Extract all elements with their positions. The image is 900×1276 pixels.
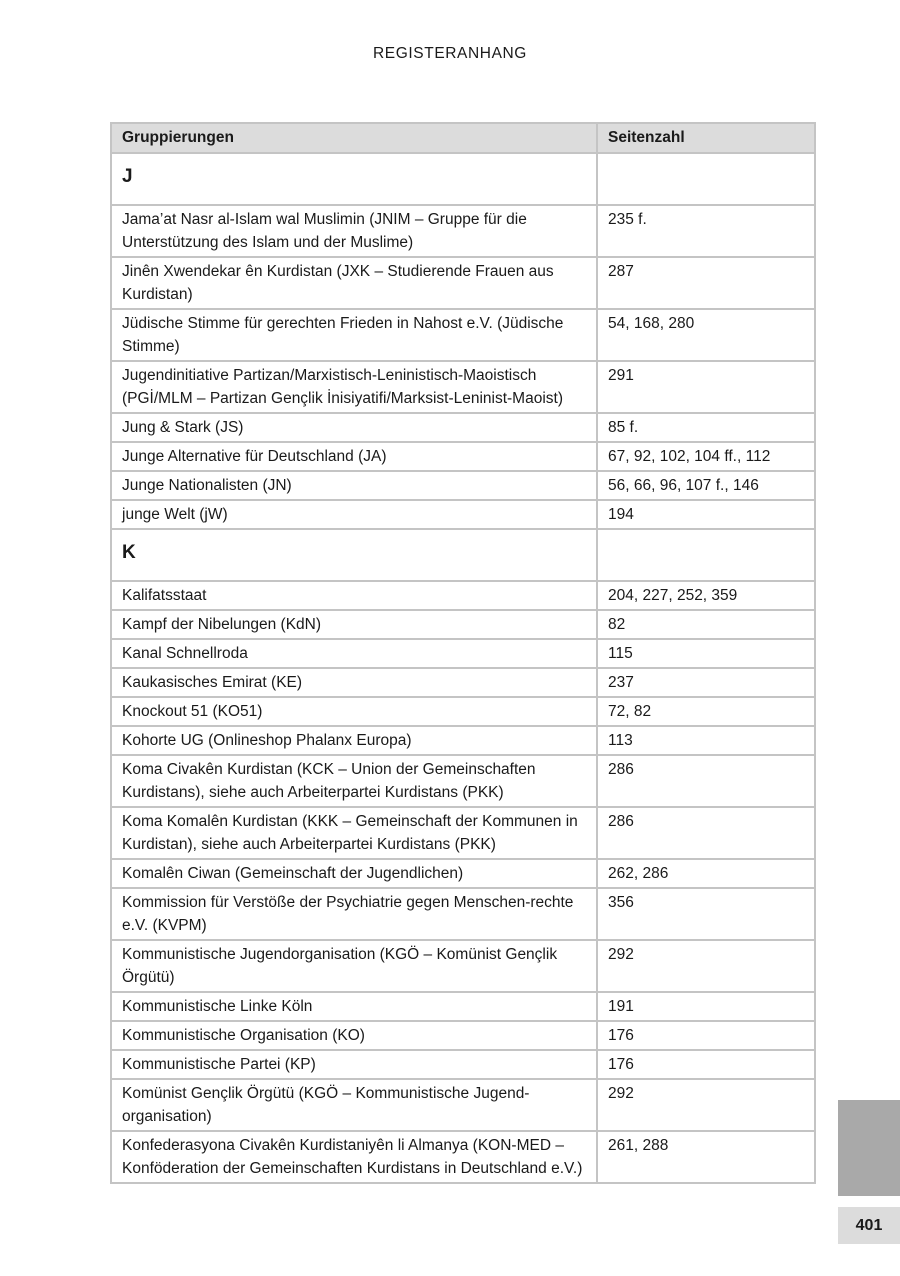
table-row	[111, 726, 815, 755]
thumb-index-tab	[838, 1100, 900, 1196]
page-references: 72, 82	[597, 697, 815, 726]
page-references: 291	[597, 361, 815, 413]
group-name: Jung & Stark (JS)	[111, 413, 597, 442]
group-name: Kommunistische Linke Köln	[111, 992, 597, 1021]
page-references: 194	[597, 500, 815, 529]
page-references: 204, 227, 252, 359	[597, 581, 815, 610]
letter-section-row	[111, 153, 815, 205]
page-references: 235 f.	[597, 205, 815, 257]
table-row	[111, 205, 815, 257]
column-header-gruppierungen: Gruppierungen	[111, 123, 597, 153]
group-name: Kampf der Nibelungen (KdN)	[111, 610, 597, 639]
table-row	[111, 471, 815, 500]
page-references: 292	[597, 940, 815, 992]
table-row	[111, 610, 815, 639]
group-name: Jama’at Nasr al-Islam wal Muslimin (JNIM – Gruppe für die Unterstützung des Islam und der Muslime)	[111, 205, 597, 257]
page-references: 356	[597, 888, 815, 940]
table-row	[111, 361, 815, 413]
group-name: Kommunistische Jugendorganisation (KGÖ – Komünist Gençlik Örgütü)	[111, 940, 597, 992]
group-name: Koma Komalên Kurdistan (KKK – Gemeinschaft der Kommunen in Kurdistan), siehe auch Arbeiterpartei Kurdistans (PKK)	[111, 807, 597, 859]
section-letter: J	[111, 153, 597, 205]
group-name: Kanal Schnellroda	[111, 639, 597, 668]
page-references: 262, 286	[597, 859, 815, 888]
page-references: 191	[597, 992, 815, 1021]
table-row	[111, 697, 815, 726]
running-head: REGISTERANHANG	[373, 45, 527, 62]
group-name: Komünist Gençlik Örgütü (KGÖ – Kommunistische Jugend-organisation)	[111, 1079, 597, 1131]
group-name: Junge Nationalisten (JN)	[111, 471, 597, 500]
group-name: Kohorte UG (Onlineshop Phalanx Europa)	[111, 726, 597, 755]
letter-section-row	[111, 529, 815, 581]
page-references: 54, 168, 280	[597, 309, 815, 361]
table-row	[111, 992, 815, 1021]
group-name: Jugendinitiative Partizan/Marxistisch-Leninistisch-Maoistisch (PGİ/MLM – Partizan Gençlik İnisiyatifi/Marksist-Leninist-Maoist)	[111, 361, 597, 413]
table-row	[111, 940, 815, 992]
table-row	[111, 309, 815, 361]
table-row	[111, 1079, 815, 1131]
page-references: 85 f.	[597, 413, 815, 442]
register-table	[110, 122, 816, 1184]
page-references: 113	[597, 726, 815, 755]
page-references: 82	[597, 610, 815, 639]
table-row	[111, 500, 815, 529]
table-row	[111, 413, 815, 442]
table-header-row	[111, 123, 815, 153]
section-letter: K	[111, 529, 597, 581]
page-references: 56, 66, 96, 107 f., 146	[597, 471, 815, 500]
page-number: 401	[838, 1207, 900, 1244]
table-row	[111, 755, 815, 807]
group-name: Koma Civakên Kurdistan (KCK – Union der Gemeinschaften Kurdistans), siehe auch Arbeiterpartei Kurdistans (PKK)	[111, 755, 597, 807]
page-references: 115	[597, 639, 815, 668]
group-name: junge Welt (jW)	[111, 500, 597, 529]
group-name: Jüdische Stimme für gerechten Frieden in Nahost e.V. (Jüdische Stimme)	[111, 309, 597, 361]
group-name: Kaukasisches Emirat (KE)	[111, 668, 597, 697]
table-row	[111, 1131, 815, 1183]
table-row	[111, 581, 815, 610]
group-name: Kalifatsstaat	[111, 581, 597, 610]
table-row	[111, 888, 815, 940]
table-row	[111, 859, 815, 888]
page-references: 237	[597, 668, 815, 697]
group-name: Knockout 51 (KO51)	[111, 697, 597, 726]
page-references: 176	[597, 1050, 815, 1079]
table-row	[111, 807, 815, 859]
table-row	[111, 442, 815, 471]
page-references: 261, 288	[597, 1131, 815, 1183]
table-row	[111, 257, 815, 309]
group-name: Komalên Ciwan (Gemeinschaft der Jugendlichen)	[111, 859, 597, 888]
page-references	[597, 529, 815, 581]
group-name: Kommission für Verstöße der Psychiatrie gegen Menschen-rechte e.V. (KVPM)	[111, 888, 597, 940]
page-references: 67, 92, 102, 104 ff., 112	[597, 442, 815, 471]
table-row	[111, 639, 815, 668]
page-references: 286	[597, 755, 815, 807]
table-row	[111, 1021, 815, 1050]
table-row	[111, 1050, 815, 1079]
page-references: 286	[597, 807, 815, 859]
group-name: Konfederasyona Civakên Kurdistaniyên li Almanya (KON-MED – Konföderation der Gemeinschaften Kurdistans in Deutschland e.V.)	[111, 1131, 597, 1183]
column-header-seitenzahl: Seitenzahl	[597, 123, 815, 153]
group-name: Junge Alternative für Deutschland (JA)	[111, 442, 597, 471]
group-name: Jinên Xwendekar ên Kurdistan (JXK – Studierende Frauen aus Kurdistan)	[111, 257, 597, 309]
page-references	[597, 153, 815, 205]
group-name: Kommunistische Organisation (KO)	[111, 1021, 597, 1050]
page-references: 287	[597, 257, 815, 309]
group-name: Kommunistische Partei (KP)	[111, 1050, 597, 1079]
table-row	[111, 668, 815, 697]
page-references: 292	[597, 1079, 815, 1131]
page-references: 176	[597, 1021, 815, 1050]
